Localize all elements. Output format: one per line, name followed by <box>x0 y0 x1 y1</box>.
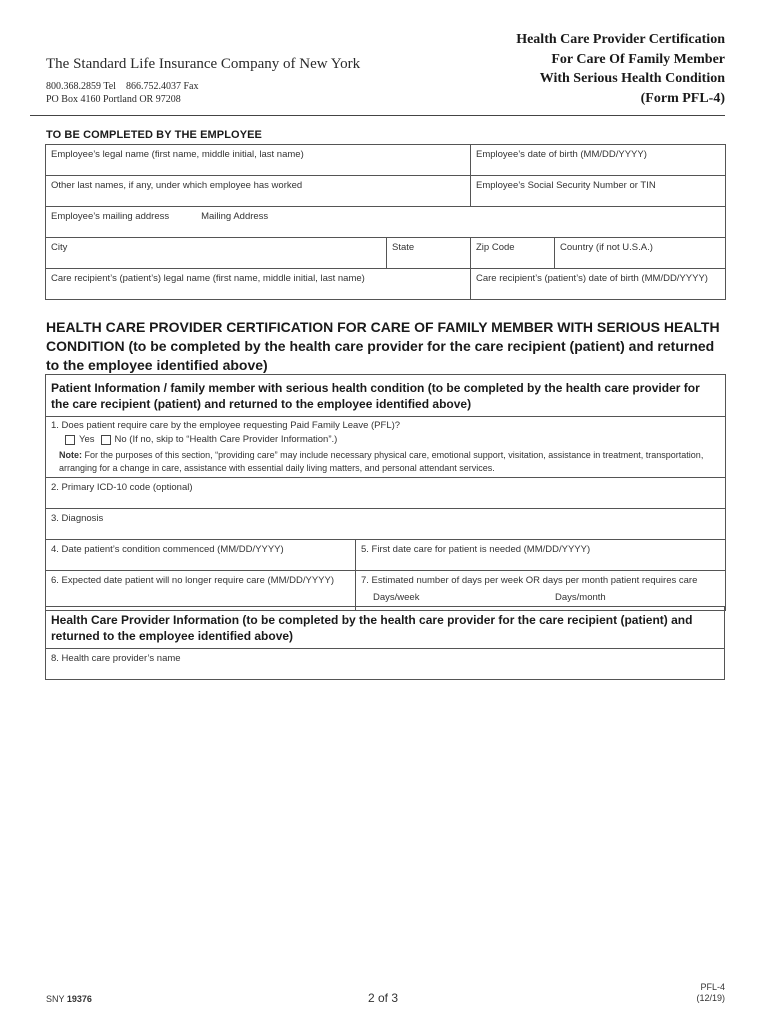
page-number: 2 of 3 <box>368 991 399 1005</box>
country-label: Country (if not U.S.A.) <box>560 242 653 253</box>
provider-section-heading: Health Care Provider Information (to be completed by the health care provider for the care recipient (patient) and returned to the employee identified above) <box>46 607 725 649</box>
recipient-name-label: Care recipient’s (patient’s) legal name (first name, middle initial, last name) <box>51 273 365 284</box>
provider-info-table <box>45 606 725 680</box>
note-text: For the purposes of this section, “providing care” may include necessary physical care, emotional support, visitation, assistance in treatment, transportation, arranging for a change in care, assistance with essential daily living matters, and personal attendant services. <box>59 450 704 473</box>
state-field[interactable] <box>387 238 471 269</box>
country-field[interactable] <box>555 238 726 269</box>
city-field[interactable] <box>46 238 387 269</box>
yes-option[interactable] <box>65 434 95 445</box>
employee-section-heading: TO BE COMPLETED BY THE EMPLOYEE <box>46 129 262 141</box>
form-code: PFL-4 <box>700 982 725 992</box>
form-number: 19376 <box>66 994 92 1004</box>
question-3-label: 3. Diagnosis <box>51 513 104 524</box>
employee-legal-name-field[interactable] <box>46 145 471 176</box>
recipient-dob-field[interactable] <box>471 269 726 300</box>
yes-checkbox[interactable] <box>65 435 75 445</box>
employee-dob-field[interactable] <box>471 145 726 176</box>
yes-label: Yes <box>79 434 95 445</box>
mailing-address: PO Box 4160 Portland OR 97208 <box>46 94 181 105</box>
pfl-section-heading: HEALTH CARE PROVIDER CERTIFICATION FOR CARE OF FAMILY MEMBER WITH SERIOUS HEALTH CONDITION (to be completed by the health care provider for the care recipient (patient) and returned to the employee identified above) <box>46 319 720 373</box>
days-per-month-label: Days/month <box>555 592 606 603</box>
employee-ssn-field[interactable] <box>471 176 726 207</box>
employee-info-table <box>45 144 726 300</box>
recipient-name-field[interactable] <box>46 269 471 300</box>
question-1-label: 1. Does patient require care by the employee requesting Paid Family Leave (PFL)? <box>51 420 401 431</box>
employee-dob-label: Employee’s date of birth (MM/DD/YYYY) <box>476 149 647 160</box>
diagnosis-field[interactable] <box>46 509 726 540</box>
days-required-field[interactable] <box>356 571 726 611</box>
phone-number: 800.368.2859 Tel <box>46 81 116 92</box>
question-1-cell <box>46 417 726 478</box>
question-4-label: 4. Date patient’s condition commenced (MM/DD/YYYY) <box>51 544 284 555</box>
question-5-label: 5. First date care for patient is needed (MM/DD/YYYY) <box>361 544 591 555</box>
fax-number: 866.752.4037 Fax <box>125 81 199 92</box>
form-title-line: For Care Of Family Member <box>551 51 725 67</box>
zip-code-field[interactable] <box>471 238 555 269</box>
employee-ssn-label: Employee’s Social Security Number or TIN <box>476 180 656 191</box>
company-name: The Standard Life Insurance Company of New York <box>46 56 361 72</box>
no-option[interactable] <box>101 434 338 445</box>
form-title-line: With Serious Health Condition <box>539 71 725 86</box>
patient-section-heading: Patient Information / family member with serious health condition (to be completed by the health care provider for the care recipient (patient) and returned to the employee identified above) <box>46 375 726 417</box>
other-last-names-label: Other last names, if any, under which employee has worked <box>51 180 303 191</box>
contact-info <box>46 80 198 106</box>
no-checkbox[interactable] <box>101 435 111 445</box>
patient-info-table <box>45 374 726 611</box>
condition-commenced-field[interactable] <box>46 540 356 571</box>
first-care-date-field[interactable] <box>356 540 726 571</box>
mailing-address-field[interactable] <box>46 207 726 238</box>
mailing-address-label: Employee’s mailing address <box>51 211 170 222</box>
care-note <box>59 449 720 475</box>
other-last-names-field[interactable] <box>46 176 471 207</box>
question-2-label: 2. Primary ICD-10 code (optional) <box>51 482 193 493</box>
zip-code-label: Zip Code <box>476 242 515 253</box>
form-code-block <box>696 982 725 1004</box>
header-divider <box>30 115 725 116</box>
city-label: City <box>51 242 68 253</box>
employee-legal-name-label: Employee’s legal name (first name, middle initial, last name) <box>51 149 304 160</box>
form-title-line: Health Care Provider Certification <box>516 32 725 47</box>
question-6-label: 6. Expected date patient will no longer require care (MM/DD/YYYY) <box>51 575 335 586</box>
state-label: State <box>392 242 415 253</box>
form-date: (12/19) <box>696 993 725 1003</box>
form-id <box>46 994 92 1004</box>
icd10-code-field[interactable] <box>46 478 726 509</box>
question-1-options <box>65 434 720 445</box>
question-7-label: 7. Estimated number of days per week OR days per month patient requires care <box>361 575 698 586</box>
no-label: No (If no, skip to “Health Care Provider Information”.) <box>114 434 338 445</box>
form-title <box>516 30 725 108</box>
form-title-line: (Form PFL-4) <box>640 90 725 106</box>
mailing-address-value: Mailing Address <box>201 211 269 222</box>
days-per-week-label: Days/week <box>373 592 420 603</box>
care-end-date-field[interactable] <box>46 571 356 611</box>
provider-name-field[interactable] <box>46 649 725 680</box>
recipient-dob-label: Care recipient’s (patient’s) date of birth (MM/DD/YYYY) <box>476 273 708 284</box>
form-prefix: SNY <box>46 994 65 1004</box>
note-label: Note: <box>59 450 82 460</box>
question-8-label: 8. Health care provider’s name <box>51 653 181 664</box>
